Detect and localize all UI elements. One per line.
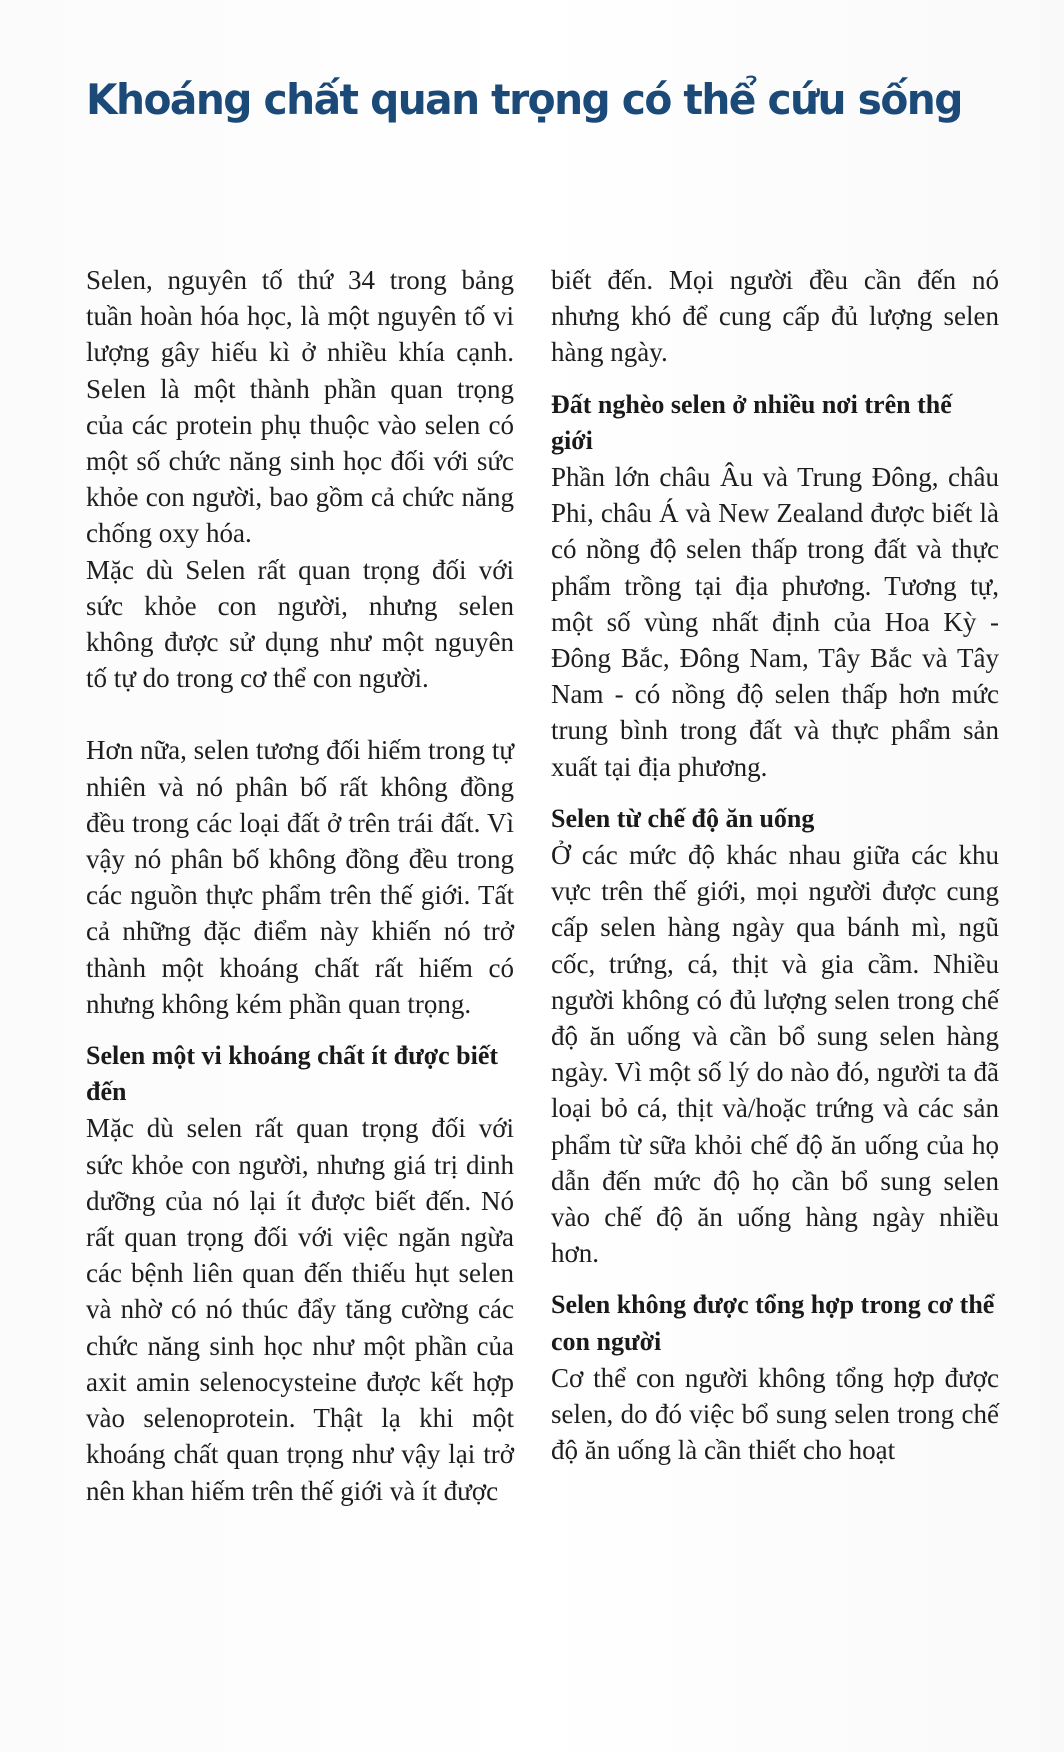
section-heading-poor-soil: Đất nghèo selen ở nhiều nơi trên thế giới xyxy=(551,389,952,455)
paragraph-spacer xyxy=(86,696,514,732)
paragraph-spacer xyxy=(551,785,999,801)
paragraph-little-known-continued: biết đến. Mọi người đều cần đến nó nhưng khó để cung cấp đủ lượng selen hàng ngày. xyxy=(551,265,999,368)
section-heading-diet: Selen từ chế độ ăn uống xyxy=(551,803,815,833)
paragraph-spacer xyxy=(86,1022,514,1038)
paragraph-diet: Ở các mức độ khác nhau giữa các khu vực trên thế giới, mọi người được cung cấp selen hàng ngày qua bánh mì, ngũ cốc, trứng, cá, thịt và gia cầm. Nhiều người không có đủ lượng selen trong chế độ ăn uống và cần bổ sung selen hàng ngày. Vì một số lý do nào đó, người ta đã loại bỏ cá, thịt và/hoặc trứng và các sản phẩm từ sữa khỏi chế độ ăn uống của họ dẫn đến mức độ họ cần bổ sung selen vào chế độ ăn uống hàng ngày nhiều hơn. xyxy=(551,840,999,1269)
left-column xyxy=(86,262,514,1509)
paragraph-rarity: Hơn nữa, selen tương đối hiếm trong tự nhiên và nó phân bố rất không đồng đều trong các loại đất ở trên trái đất. Vì vậy nó phân bố không đồng đều trong các nguồn thực phẩm trên thế giới. Tất cả những đặc điểm này khiến nó trở thành một khoáng chất rất hiếm có nhưng không kém phần quan trọng. xyxy=(86,735,514,1019)
section-heading-not-synthesized: Selen không được tổng hợp trong cơ thể con người xyxy=(551,1290,995,1356)
section-heading-little-known: Selen một vi khoáng chất ít được biết đến xyxy=(86,1041,499,1107)
right-column xyxy=(551,262,999,1469)
paragraph-poor-soil: Phần lớn châu Âu và Trung Đông, châu Phi, châu Á và New Zealand được biết là có nồng độ selen thấp trong đất và thực phẩm trồng tại địa phương. Tương tự, một số vùng nhất định của Hoa Kỳ - Đông Bắc, Đông Nam, Tây Bắc và Tây Nam - có nồng độ selen thấp hơn mức trung bình trong đất và thực phẩm sản xuất tại địa phương. xyxy=(551,462,999,782)
paragraph-spacer xyxy=(551,371,999,387)
paragraph-spacer xyxy=(551,1271,999,1287)
page-title: Khoáng chất quan trọng có thể cứu sống xyxy=(86,75,962,124)
paragraph-intro: Selen, nguyên tố thứ 34 trong bảng tuần hoàn hóa học, là một nguyên tố vi lượng gây hiếu kì ở nhiều khía cạnh. Selen là một thành phần quan trọng của các protein phụ thuộc vào selen có một số chức năng sinh học đối với sức khỏe con người, bao gồm cả chức năng chống oxy hóa. xyxy=(86,265,514,549)
paragraph-not-synthesized: Cơ thể con người không tổng hợp được selen, do đó việc bổ sung selen trong chế độ ăn uống là cần thiết cho hoạt xyxy=(551,1362,999,1466)
paragraph-little-known: Mặc dù selen rất quan trọng đối với sức khỏe con người, nhưng giá trị dinh dưỡng của nó lại ít được biết đến. Nó rất quan trọng đối với việc ngăn ngừa các bệnh liên quan đến thiếu hụt selen và nhờ có nó thúc đẩy tăng cường các chức năng sinh học như một phần của axit amin selenocysteine được kết hợp vào selenoprotein. Thật lạ khi một khoáng chất quan trọng như vậy lại trở nên khan hiếm trên thế giới và ít được xyxy=(86,1113,514,1506)
paragraph-not-free-element: Mặc dù Selen rất quan trọng đối với sức khỏe con người, nhưng selen không được sử dụng như một nguyên tố tự do trong cơ thể con người. xyxy=(86,554,514,694)
